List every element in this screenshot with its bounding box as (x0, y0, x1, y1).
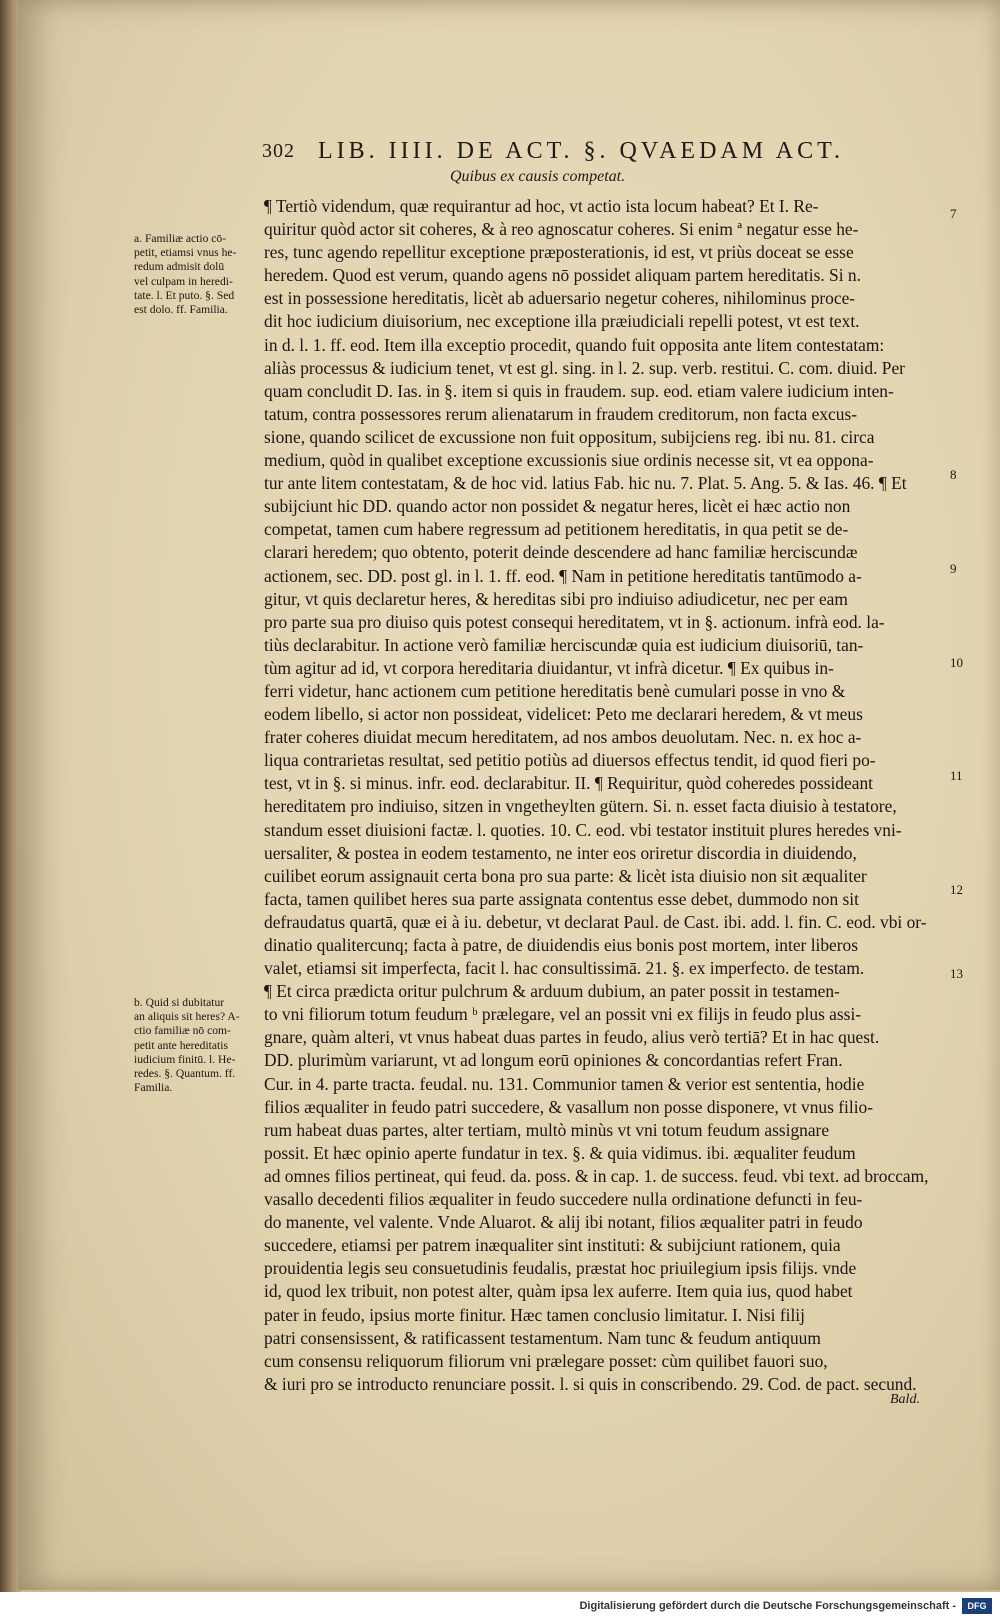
text-line: in d. l. 1. ff. eod. Item illa exceptio procedit, quando fuit opposita ante litem contestatam: (264, 334, 885, 355)
text-line: cuilibet eorum assignauit certa bona pro sua parte: & licèt ista diuisio non sit æqualiter (264, 865, 867, 886)
digitization-credit: Digitalisierung gefördert durch die Deutsche Forschungsgemeinschaft - (579, 1600, 956, 1612)
text-line: & iuri pro se introducto renunciare possit. l. si quis in conscribendo. 29. Cod. de pact. secund. (264, 1373, 917, 1394)
catchword: Bald. (890, 1392, 920, 1407)
side-note-line: Familia. (134, 1081, 173, 1095)
text-line: DD. plurimùm variarunt, vt ad longum eorū opiniones & concordantias refert Fran. (264, 1050, 843, 1071)
text-line: valet, etiamsi sit imperfecta, facit l. hac consultissimā. 21. §. ex imperfecto. de testam. (264, 958, 865, 979)
text-line: eodem libello, si actor non possideat, videlicet: Peto me declarari heredem, & vt meus (264, 704, 863, 725)
text-line: dinatio qualitercunq; facta à patre, de diuidendis eius bonis post mortem, inter liberos (264, 935, 859, 955)
side-note-line: tate. l. Et puto. §. Sed (134, 288, 235, 302)
text-line: ferri videtur, hanc actionem cum petitione hereditatis benè cumulari posse in vno & (264, 680, 846, 701)
text-line: subijciunt hic DD. quando actor non possidet & negatur heres, licèt ei hæc actio non (264, 496, 851, 517)
side-note-line: iudicium finitū. l. He- (134, 1052, 236, 1066)
text-line: frater coheres diuidat mecum hereditatem, ad nos ambos deuolutam. Nec. n. ex hoc a- (264, 727, 862, 748)
text-line: id, quod lex tribuit, non potest alter, quàm ipsa lex auferre. Item quia ius, quod habet (264, 1281, 853, 1302)
page-number: 302 (262, 140, 295, 162)
text-line: possit. Et hæc opinio aperte fundatur in tex. §. & quia vidimus. ibi. æqualiter feudum (264, 1142, 856, 1163)
margin-number: 9 (950, 561, 957, 576)
margin-number: 8 (950, 467, 957, 482)
text-line: tatum, contra possessores rerum alienatarum in fraudem creditorum, non facta excus- (264, 403, 857, 424)
text-line: facta, tamen quilibet heres sua parte assignata contentus esse debet, dummodo non sit (264, 888, 859, 909)
text-line: tùm agitur ad id, vt corpora hereditaria diuidantur, vt infrà dicetur. ¶ Ex quibus in- (264, 657, 834, 678)
text-line: defraudatus quartā, quæ ei à iu. debetur, vt declarat Paul. de Cast. ibi. add. l. fin. C. eod. vbi or- (264, 911, 927, 932)
side-note-line: ctio familiæ nō com- (134, 1024, 231, 1038)
text-line: prouidentia legis seu consuetudinis feudalis, præstat hoc priuilegium ipsis filijs. vnde (264, 1258, 857, 1279)
text-line: quiritur quòd actor sit coheres, & à reo agnoscatur coheres. Si enim ª negatur esse he- (264, 219, 859, 240)
text-line: rum habeat duas partes, alter tertiam, multò minùs vt vni totum feudum assignare (264, 1119, 830, 1140)
text-line: clarari heredem; quo obtento, poterit deinde descendere ad hanc familiæ herciscundæ (264, 542, 858, 563)
text-line: succedere, etiamsi per patrem inæqualiter sint instituti: & subijciunt rationem, quia (264, 1235, 841, 1256)
side-note-line: b. Quid si dubitatur (134, 996, 225, 1009)
text-line: ad omnes filios pertineat, qui feud. da. poss. & in cap. 1. de success. feud. vbi text. ad broccam, (264, 1165, 929, 1186)
text-line: res, tunc agendo repellitur exceptione præposterationis, id est, vt priùs doceat se esse (264, 242, 854, 263)
footer-bar (0, 1592, 1000, 1623)
text-line: est in possessione hereditatis, licèt ab aduersario negetur coheres, nihilominus proce- (264, 288, 856, 309)
margin-number: 13 (950, 966, 963, 981)
text-line: ¶ Et circa prædicta oritur pulchrum & arduum dubium, an pater possit in testamen- (264, 981, 840, 1002)
text-line: actionem, sec. DD. post gl. in l. 1. ff. eod. ¶ Nam in petitione hereditatis tantūmodo a- (264, 565, 862, 586)
text-line: liqua contrarietas resultat, sed petitio potiùs ad diuersos effectus tendit, id quod fieri po- (264, 750, 876, 771)
text-line: to vni filiorum totum feudum ᵇ prælegare, vel an possit vni ex filijs in feudo plus assi- (264, 1004, 862, 1025)
text-line: standum esset diuisioni factæ. l. quoties. 10. C. eod. vbi testator instituit plures heredes vni- (264, 819, 902, 840)
margin-number: 7 (950, 206, 957, 221)
text-line: test, vt in §. si minus. infr. eod. declarabitur. II. ¶ Requiritur, quòd coheredes possideant (264, 773, 873, 794)
section-subtitle: Quibus ex causis competat. (450, 168, 626, 185)
text-line: tiùs declarabitur. In actione verò familiæ herciscundæ quia est iudicium diuisoriū, tan- (264, 634, 864, 655)
side-note-line: a. Familiæ actio cō- (134, 232, 227, 245)
side-note-b (134, 996, 256, 1095)
margin-number: 11 (950, 768, 963, 783)
side-note-line: petit, etiamsi vnus he- (134, 246, 237, 260)
text-line: pro parte sua pro diuiso quis potest consequi hereditatem, vt in §. actionum. infrà eod. la- (264, 611, 885, 632)
text-line: hereditatem pro indiuiso, sitzen in vngetheylten gütern. Si. n. esset facta diuisio à testatore, (264, 796, 897, 817)
text-line: dit hoc iudicium diuisorium, nec exceptione illa præiudiciali repelli potest, vt est text. (264, 311, 860, 332)
side-note-line: vel culpam in heredi- (134, 274, 233, 288)
text-line: medium, quòd in qualibet exceptione excussionis siue ordinis necesse sit, vt ea oppona- (264, 450, 874, 471)
running-title: LIB. IIII. DE ACT. §. QVAEDAM ACT. (318, 138, 844, 164)
text-line: gnare, quàm alteri, vt vnus habeat duas partes in feudo, alius verò tertiā? Et in hac quest. (264, 1027, 880, 1048)
side-note-line: redes. §. Quantum. ff. (134, 1067, 236, 1081)
text-line: gitur, vt quis declaretur heres, & hereditas sibi pro indiuiso adiudicetur, nec per eam (264, 588, 848, 609)
side-note-line: petit ante hereditatis (134, 1038, 229, 1052)
text-line: filios æqualiter in feudo patri succedere, & vasallum non posse disponere, vt vnus filio- (264, 1096, 874, 1117)
text-line: patri consensissent, & ratificassent testamentum. Nam tunc & feudum antiquum (264, 1327, 821, 1348)
text-line: quam concludit D. Ias. in §. item si quis in fraudem. sup. eod. etiam valere iudicium inten- (264, 380, 894, 401)
main-text-block (264, 195, 932, 1396)
text-line: ¶ Tertiò videndum, quæ requirantur ad hoc, vt actio ista locum habeat? Et I. Re- (264, 196, 819, 216)
text-line: heredem. Quod est verum, quando agens nō possidet aliquam partem hereditatis. Si n. (264, 265, 861, 286)
text-line: uersaliter, & postea in eodem testamento, ne inter eos oriretur discordia in diuidendo, (264, 842, 857, 863)
text-line: Cur. in 4. parte tracta. feudal. nu. 131. Communior tamen & verior est sententia, hodie (264, 1073, 865, 1094)
dfg-logo: DFG (962, 1598, 992, 1614)
text-line: competat, tamen cum habere regressum ad petitionem hereditatis, in qua petit se de- (264, 519, 849, 540)
text-line: aliàs processus & iudicium tenet, vt est gl. sing. in l. 2. sup. verb. restitui. C. com. diuid. Per (264, 357, 905, 378)
text-line: pater in feudo, ipsius morte finitur. Hæc tamen conclusio limitatur. I. Nisi filij (264, 1304, 805, 1325)
text-line: sione, quando scilicet de excussione non fuit oppositum, subijciens reg. ibi nu. 81. circa (264, 426, 875, 447)
margin-number: 10 (950, 655, 963, 670)
side-note-a (134, 232, 256, 317)
side-note-line: redum admisit dolū (134, 260, 225, 274)
text-line: do manente, vel valente. Vnde Aluarot. & alij ibi notant, filios æqualiter patri in feudo (264, 1212, 863, 1233)
side-note-line: an aliquis sit heres? A- (134, 1010, 240, 1024)
margin-number: 12 (950, 882, 963, 897)
text-line: tur ante litem contestatam, & de hoc vid. latius Fab. hic nu. 7. Plat. 5. Ang. 5. & Ias. 46. ¶ Et (264, 473, 907, 494)
text-line: cum consensu reliquorum filiorum vni prælegare posset: cùm quilibet fauori suo, (264, 1350, 828, 1371)
side-note-line: est dolo. ff. Familia. (134, 303, 228, 317)
text-line: vasallo decedenti filios æqualiter in feudo succedere nulla ordinatione defuncti in feu- (264, 1189, 863, 1210)
